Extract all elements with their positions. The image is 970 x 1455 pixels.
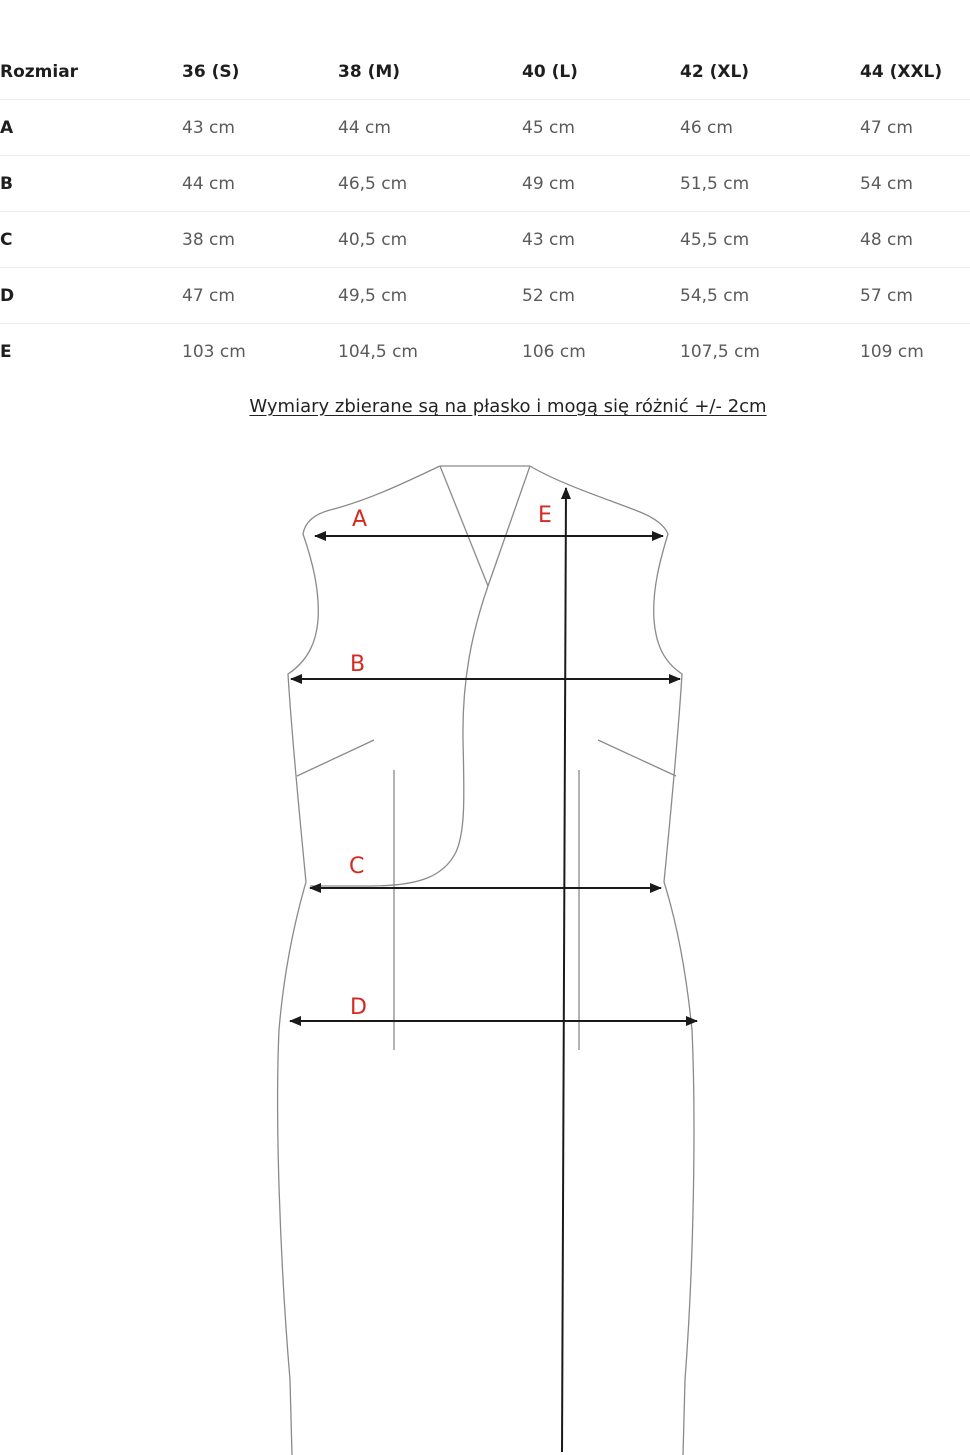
row-label: A [0, 100, 182, 156]
measurement-arrows [290, 488, 697, 1452]
table-cell: 107,5 cm [680, 341, 760, 362]
table-cell: 54,5 cm [680, 268, 860, 324]
row-label: D [0, 268, 182, 324]
table-cell: 45 cm [522, 100, 680, 156]
table-cell: 49,5 cm [338, 268, 522, 324]
table-cell: 104,5 cm [338, 341, 418, 362]
table-cell: 38 cm [182, 212, 338, 268]
size-table [0, 44, 970, 379]
table-cell: 52 cm [522, 268, 680, 324]
header-42-xl: 42 (XL) [680, 44, 860, 100]
table-cell: 43 cm [522, 212, 680, 268]
table-header-row [0, 44, 970, 100]
table-cell: 46 cm [680, 100, 860, 156]
label-a: A [352, 507, 368, 532]
table-cell: 40,5 cm [338, 212, 522, 268]
table-row [0, 100, 970, 156]
row-label: B [0, 156, 182, 212]
dart-left-bust [297, 740, 374, 776]
table-cell: 54 cm [860, 156, 970, 212]
table-cell: 48 cm [860, 212, 970, 268]
table-cell: 106 cm [522, 341, 586, 362]
table-cell: 46,5 cm [338, 156, 522, 212]
dart-right-bust [598, 740, 676, 776]
table-cell: 51,5 cm [680, 156, 860, 212]
header-36-s: 36 (S) [182, 44, 338, 100]
table-cell: 103 cm [182, 341, 246, 362]
table-cell: 57 cm [860, 268, 970, 324]
table-cell: 49 cm [522, 156, 680, 212]
label-b: B [350, 652, 366, 677]
header-size: Rozmiar [0, 44, 182, 100]
table-cell: 44 cm [182, 156, 338, 212]
table-cell: 43 cm [182, 100, 338, 156]
header-44-xxl: 44 (XXL) [860, 44, 970, 100]
table-row [0, 324, 970, 380]
header-40-l: 40 (L) [522, 44, 680, 100]
table-cell: 47 cm [860, 100, 970, 156]
neckline-left [440, 466, 488, 586]
label-e: E [538, 503, 552, 528]
table-cell: 109 cm [860, 341, 924, 362]
header-38-m: 38 (M) [338, 44, 522, 100]
label-d: D [350, 995, 367, 1020]
table-cell: 45,5 cm [680, 212, 860, 268]
table-cell: 47 cm [182, 268, 338, 324]
label-c: C [349, 854, 365, 879]
table-row [0, 212, 970, 268]
wrap-front-edge [310, 586, 488, 886]
measurement-labels [349, 503, 552, 1020]
table-row [0, 268, 970, 324]
row-label: E [0, 341, 12, 362]
dress-outline-left [278, 466, 440, 1455]
measurement-note: Wymiary zbierane są na płasko i mogą się różnić +/- 2cm [249, 396, 767, 417]
table-row [0, 156, 970, 212]
dress-outline [278, 466, 694, 1455]
garment-measurement-diagram [0, 440, 970, 1455]
arrow-e [562, 488, 566, 1452]
row-label: C [0, 212, 182, 268]
neckline-right [488, 466, 530, 586]
dress-outline-right [530, 466, 694, 1455]
table-cell: 44 cm [338, 100, 522, 156]
